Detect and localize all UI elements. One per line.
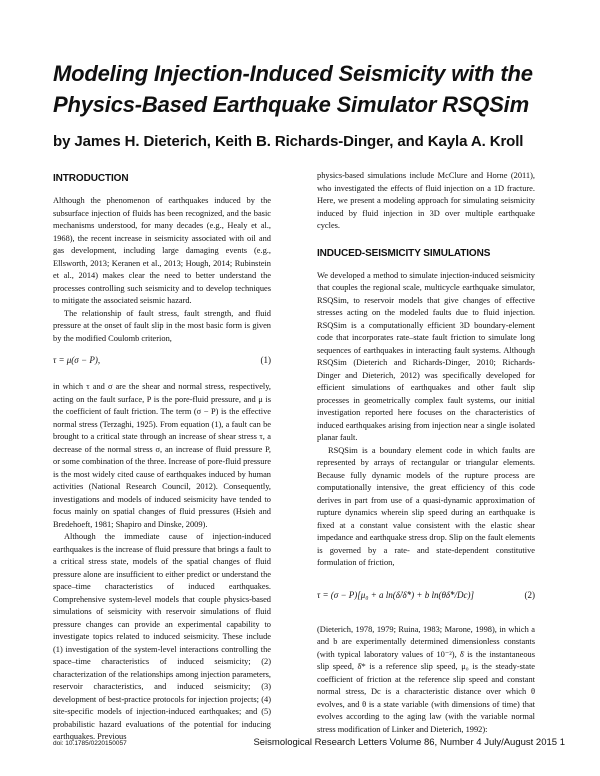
sim-paragraph-1: We developed a method to simulate injection-induced seismicity that couples the regional scale, multicycle earthquake simulator, RSQSim, to reservoir models that give changes of effective stresses acting on the modeled faults due to fluid injection. RSQSim is a computationally efficient 3D boundary-element code that incorporates rate–state fault friction to simulate long sequences of earthquakes in interacting fault systems. Although RSQSim (Dieterich and Richards-Dinger, 2010; Richards-Dinger and Dieterich, 2012) was specifically developed for efficient simulations of earthquakes and other fault slip processes in geometrically complex fault systems, our initial investigation reported here focuses on the characteristics of induced earthquakes arising from injection near a single isolated planar fault. — [317, 270, 535, 442]
equation-1 — [53, 355, 271, 369]
sim-paragraph-2: RSQSim is a boundary element code in which faults are represented by arrays of rectangular or triangular elements. Because fully dynamic models of the rupture process are computationally intensive, the great efficiency of this code derives in part from use of a quasi-dynamic approximation of rupture dynamics wherein slip speed during an earthquake is fixed at a constant value consistent with the elastic shear impedance and earthquake stress drop. Slip on the fault elements is governed by a rate- and state-dependent constitutive formulation of friction, — [317, 445, 535, 567]
intro-paragraph-5: physics-based simulations include McClure and Horne (2011), who investigated the effects of fluid injection on a 1D fracture. Here, we present a modeling approach for simulating seismicity induced by fluid injection in 3D over multiple earthquake cycles. — [317, 171, 535, 230]
author-line: by James H. Dieterich, Keith B. Richards-Dinger, and Kayla A. Kroll — [53, 133, 524, 150]
equation-1-number: (1) — [260, 355, 271, 365]
equation-2-number: (2) — [524, 589, 535, 600]
right-column — [317, 170, 535, 736]
intro-paragraph-4: Although the immediate cause of injection-induced earthquakes is the increase of fluid pressure that brings a fault to a critical stress state, models of the spatial changes of fluid pressure alone are insufficient to either predict or understand the space–time characteristics of induced earthquakes. Comprehensive system-level models that couple physics-based simulations of seismicity with reservoir simulations of fluid pressure changes can provide an experimental capability to investigate topics related to induced seismicity. These include (1) investigation of the system-level interactions controlling the space–time characteristics of induced seismicity; (2) characterization of the relationships among injection parameters, reservoir characteristics, and induced seismicity; (3) development of best-practice protocols for injection projects; (4) site-specific models of injection-induced earthquakes; and (5) probabilistic hazard evaluations of the potential for inducing earthquakes. Previous — [53, 532, 271, 741]
equation-2-body: τ = (σ − P)[μ₀ + a ln(δ̇/δ̇*) + b ln(θδ̇*/Dc)] — [317, 589, 475, 600]
page-footer — [53, 737, 565, 751]
section-heading-introduction: INTRODUCTION — [53, 173, 129, 184]
equation-2 — [317, 582, 535, 610]
section-heading-simulations: INDUCED-SEISMICITY SIMULATIONS — [317, 247, 491, 259]
title-line-2: Physics-Based Earthquake Simulator RSQSim — [53, 92, 529, 117]
equation-1-body: τ = μ(σ − P), — [53, 355, 101, 365]
intro-paragraph-1: Although the phenomenon of earthquakes induced by the subsurface injection of fluids has been recognized, and the basic mechanisms understood, for many decades (e.g., Healy et al., 1968), the recent increase in seismicity associated with oil and gas development, including large damaging events (e.g., Ellsworth, 2013; Keranen et al., 2013; Hough, 2014; Rubinstein et al., 2014) makes clear the need to better understand the processes controlling such seismicity and to develop techniques to mitigate the associated seismic hazard. — [53, 196, 271, 305]
intro-paragraph-2: The relationship of fault stress, fault strength, and fluid pressure at the onset of fault slip in the most basic form is given by the modified Coulomb criterion, — [53, 308, 271, 343]
intro-paragraph-3: in which τ and σ are the shear and normal stress, respectively, acting on the fault surface, P is the pore-fluid pressure, and μ is the coefficient of fault friction. The term (σ − P) is the effective normal stress (Terzaghi, 1925). From equation (1), a fault can be brought to a critical state through an increase of shear stress τ, a decrease of the normal stress σ, an increase of fluid pressure P, or some combination of the three. Increase of pore-fluid pressure is the most widely cited cause of earthquakes induced by human activities (National Research Council, 2012). Consequently, investigations and models of induced seismicity have tended to focus mainly on spatial changes of fluid pressures (Hsieh and Bredehoeft, 1981; Shapiro and Dinske, 2009). — [53, 382, 271, 529]
left-column — [53, 170, 271, 744]
title-line-1: Modeling Injection-Induced Seismicity with the — [53, 61, 533, 86]
sim-paragraph-3: (Dieterich, 1978, 1979; Ruina, 1983; Marone, 1998), in which a and b are experimentally determined dimensionless constants (with typical laboratory values of 10⁻²), δ̇ is the instantaneous slip speed, δ̇* is a reference slip speed, μ₀ is the steady-state coefficient of friction at the reference slip speed and constant normal stress, Dc is a characteristic distance over which θ evolves, and θ is a state variable (with dimensions of time) that evolves according to the aging law (with the variable normal stress modification of Linker and Dieterich, 1992): — [317, 624, 535, 734]
doi-text: doi: 10.1785/0220150057 — [53, 740, 127, 747]
paper-title — [53, 58, 573, 120]
journal-info: Seismological Research Letters Volume 86, Number 4 July/August 2015 1 — [253, 737, 565, 748]
